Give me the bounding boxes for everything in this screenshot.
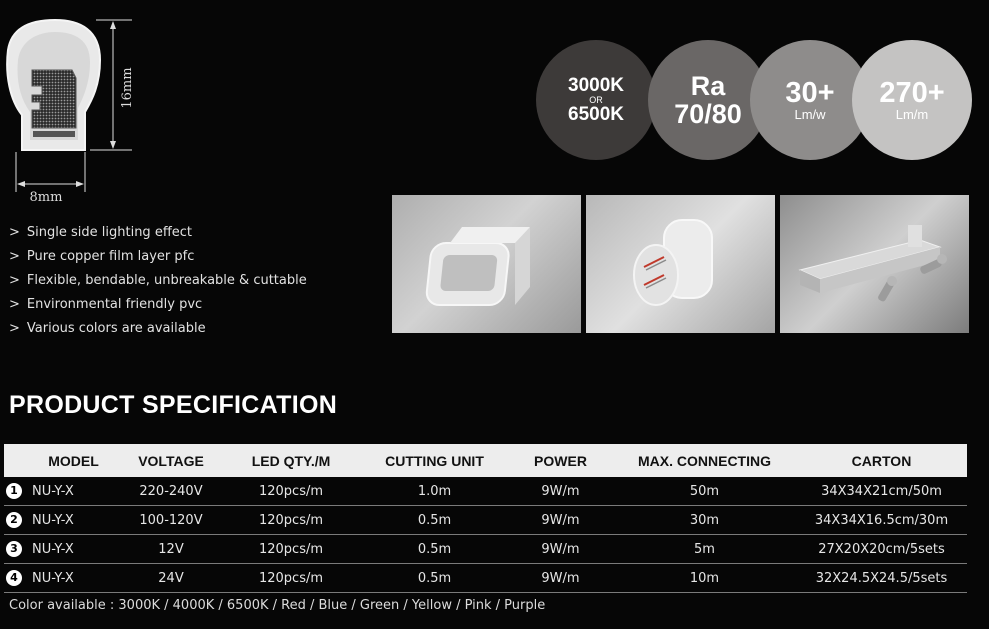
- table-row: [4, 535, 967, 564]
- led-pcb: [32, 70, 76, 128]
- end-cap-photo: [392, 195, 581, 333]
- led-qty-cell: 120pcs/m: [221, 477, 361, 506]
- carton-cell: 34X34X16.5cm/30m: [796, 506, 967, 535]
- efficacy-badge: 30+ Lm/w: [750, 40, 870, 160]
- row-number-badge: 1: [6, 483, 22, 499]
- mounting-clip-photo: [780, 195, 969, 333]
- color-availability-note: Color available : 3000K / 4000K / 6500K / Red / Blue / Green / Yellow / Pink / Purple: [9, 598, 546, 613]
- cutting-unit-cell: 1.0m: [361, 477, 508, 506]
- width-dimension-label: 8mm: [29, 190, 63, 205]
- table-header-row: [4, 444, 967, 477]
- ra-badge: Ra 70/80: [648, 40, 768, 160]
- cutting-unit-cell: 0.5m: [361, 535, 508, 564]
- led-qty-cell: 120pcs/m: [221, 506, 361, 535]
- row-number-badge: 4: [6, 570, 22, 586]
- column-header: CARTON: [796, 444, 967, 477]
- voltage-cell: 24V: [121, 564, 221, 593]
- spec-table: [4, 444, 967, 593]
- column-header: [4, 444, 26, 477]
- table-row: [4, 564, 967, 593]
- column-header: VOLTAGE: [121, 444, 221, 477]
- power-cell: 9W/m: [508, 506, 613, 535]
- connector-icon: [586, 195, 775, 333]
- carton-cell: 27X20X20cm/5sets: [796, 535, 967, 564]
- power-cell: 9W/m: [508, 535, 613, 564]
- column-header: MODEL: [26, 444, 121, 477]
- model-cell: NU-Y-X: [26, 564, 121, 593]
- row-number-badge: 3: [6, 541, 22, 557]
- profile-diagram: [0, 0, 150, 210]
- feature-item: > Pure copper film layer pfc: [9, 249, 195, 264]
- model-cell: NU-Y-X: [26, 477, 121, 506]
- max-connecting-cell: 30m: [613, 506, 796, 535]
- model-cell: NU-Y-X: [26, 506, 121, 535]
- connector-photo: [586, 195, 775, 333]
- cct-badge: 3000K OR 6500K: [536, 40, 656, 160]
- feature-item: > Flexible, bendable, unbreakable & cuttable: [9, 273, 307, 288]
- voltage-cell: 12V: [121, 535, 221, 564]
- feature-item: > Various colors are available: [9, 321, 206, 336]
- column-header: POWER: [508, 444, 613, 477]
- voltage-cell: 100-120V: [121, 506, 221, 535]
- max-connecting-cell: 5m: [613, 535, 796, 564]
- column-header: CUTTING UNIT: [361, 444, 508, 477]
- carton-cell: 32X24.5X24.5/5sets: [796, 564, 967, 593]
- lumen-badge: 270+ Lm/m: [852, 40, 972, 160]
- led-qty-cell: 120pcs/m: [221, 535, 361, 564]
- table-row: [4, 477, 967, 506]
- column-header: MAX. CONNECTING: [613, 444, 796, 477]
- carton-cell: 34X34X21cm/50m: [796, 477, 967, 506]
- mounting-clip-icon: [780, 195, 969, 333]
- row-number-badge: 2: [6, 512, 22, 528]
- model-cell: NU-Y-X: [26, 535, 121, 564]
- height-dimension-label: 16mm: [120, 67, 135, 109]
- max-connecting-cell: 50m: [613, 477, 796, 506]
- power-cell: 9W/m: [508, 477, 613, 506]
- led-qty-cell: 120pcs/m: [221, 564, 361, 593]
- column-header: LED QTY./M: [221, 444, 361, 477]
- feature-list: [9, 221, 307, 341]
- feature-item: > Environmental friendly pvc: [9, 297, 203, 312]
- max-connecting-cell: 10m: [613, 564, 796, 593]
- voltage-cell: 220-240V: [121, 477, 221, 506]
- table-row: [4, 506, 967, 535]
- cutting-unit-cell: 0.5m: [361, 506, 508, 535]
- spec-title: PRODUCT SPECIFICATION: [9, 391, 338, 419]
- feature-item: > Single side lighting effect: [9, 225, 193, 240]
- power-cell: 9W/m: [508, 564, 613, 593]
- end-cap-icon: [392, 195, 581, 333]
- cutting-unit-cell: 0.5m: [361, 564, 508, 593]
